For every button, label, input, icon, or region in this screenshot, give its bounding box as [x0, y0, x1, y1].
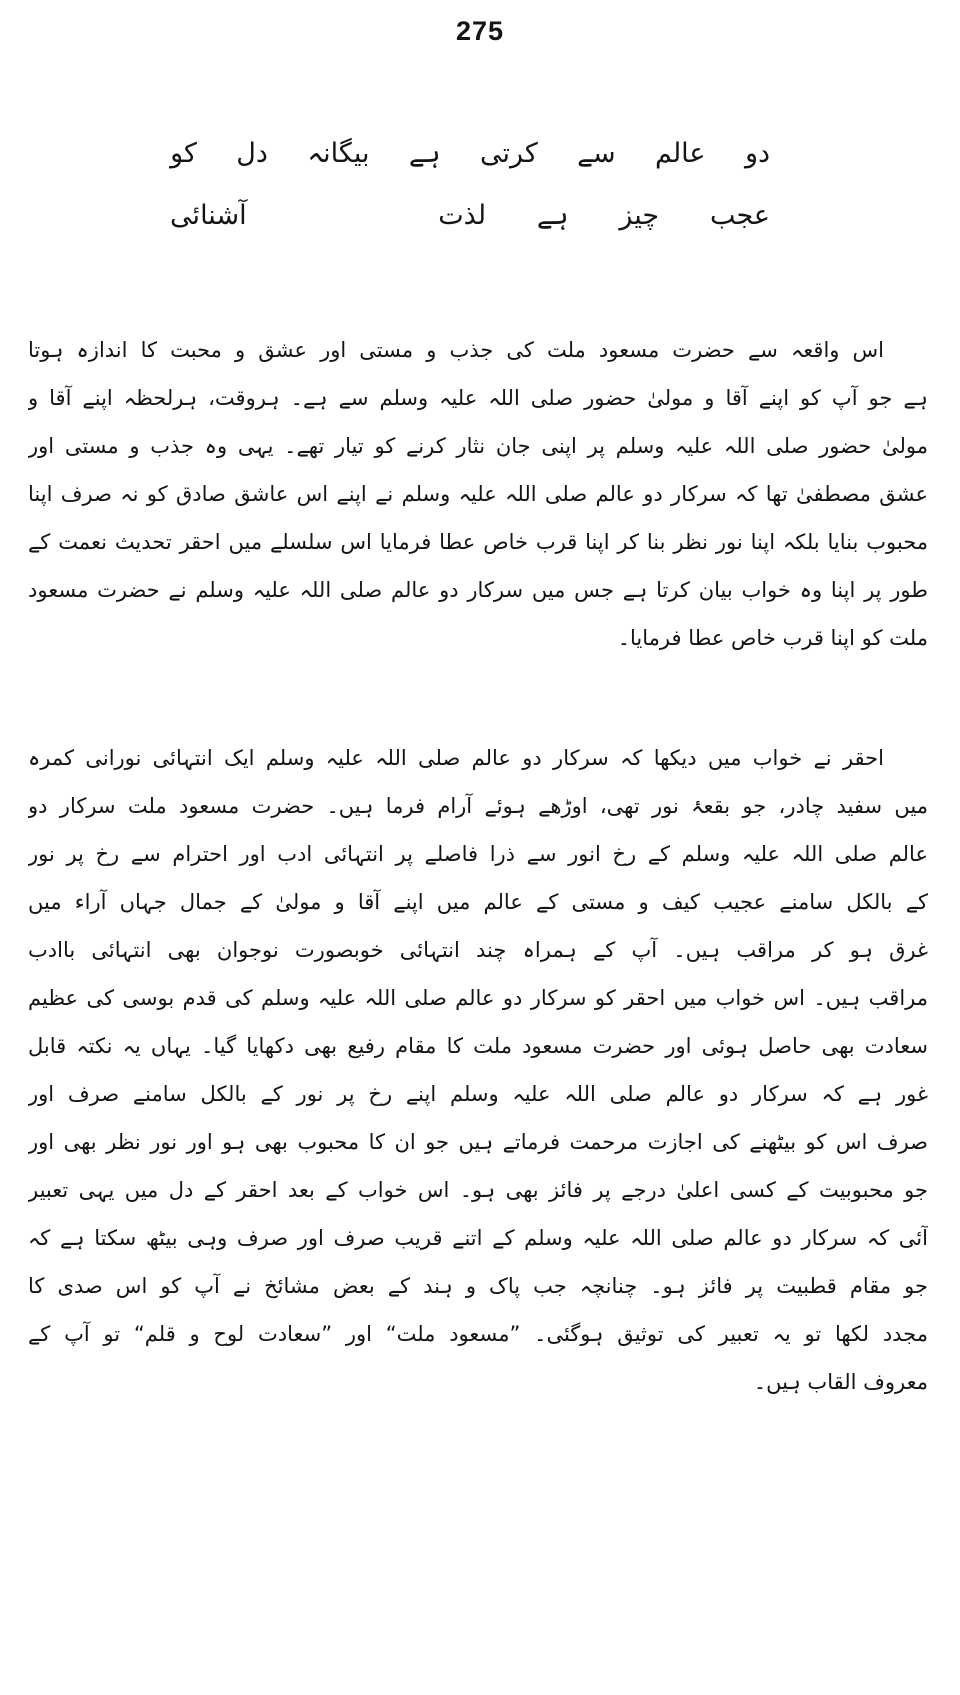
text-line: ملت کو اپنا قرب خاص عطا فرمایا۔	[617, 626, 928, 650]
text-line: محبوب بنایا بلکہ اپنا نور نظر بنا کر اپنا قرب خاص عطا فرمایا اس سلسلے میں احقر تحدیث نعمت کے	[28, 530, 928, 554]
page-number: 275	[455, 16, 505, 46]
text-line: مجدد لکھا تو یہ تعبیر کی توثیق ہوگئی۔ ”مسعود ملت“ اور ”سعادت لوح و قلم“ تو آپ کے	[28, 1322, 928, 1346]
text-line: غور ہے کہ سرکار دو عالم صلی اللہ علیہ وسلم اپنے رخ پر نور کے بالکل سامنے صرف اور	[28, 1082, 928, 1106]
verse-word: چیز	[619, 200, 660, 231]
verse-word: کو	[170, 138, 197, 169]
text-line: ہے جو آپ کو اپنے آقا و مولیٰ حضور صلی اللہ علیہ وسلم سے ہے۔ ہروقت، ہرلحظہ اپنے آقا و	[28, 386, 928, 410]
text-line: آئی کہ سرکار دو عالم صلی اللہ علیہ وسلم کے اتنے قریب صرف اور صرف وہی بیٹھ سکتا ہے کہ	[28, 1226, 928, 1250]
verse-line-2	[170, 200, 770, 231]
verse-word: بیگانہ	[307, 138, 370, 169]
verse-word: کرتی	[479, 138, 538, 169]
text-line: میں سفید چادر، جو بقعۂ نور تھی، اوڑھے ہوئے آرام فرما ہیں۔ حضرت مسعود ملت سرکار دو	[28, 794, 928, 818]
verse-word: ہے	[408, 138, 441, 169]
text-line: احقر نے خواب میں دیکھا کہ سرکار دو عالم صلی اللہ علیہ وسلم ایک انتہائی نورانی کمرہ	[28, 746, 884, 770]
text-line: اس واقعہ سے حضرت مسعود ملت کی جذب و مستی اور عشق و محبت کا اندازہ ہوتا	[28, 338, 884, 362]
text-line: مراقب ہیں۔ اس خواب میں احقر کو سرکار دو عالم صلی اللہ علیہ وسلم کی قدم بوسی کی عظیم	[28, 986, 928, 1010]
verse-word: ہے	[536, 200, 569, 231]
verse-word: عجب	[709, 200, 770, 231]
text-line: جو مقام قطبیت پر فائز ہو۔ چنانچہ جب پاک و ہند کے بعض مشائخ نے آپ کو اس صدی کا	[28, 1274, 928, 1298]
paragraph-1	[28, 326, 928, 662]
text-line: جو محبوبیت کے کسی اعلیٰ درجے پر فائز بھی ہو۔ اس خواب کے بعد احقر کے دل میں یہی تعبیر	[28, 1178, 928, 1202]
text-line: کے بالکل سامنے عجیب کیف و مستی کے عالم میں اپنے آقا و مولیٰ کے جمال جہاں آراء میں	[28, 890, 928, 914]
verse-word: سے	[577, 138, 616, 169]
text-line: عشق مصطفیٰ تھا کہ سرکار دو عالم صلی اللہ علیہ وسلم نے اپنے اس عاشق صادق کو نہ صرف اپنا	[28, 482, 928, 506]
verse-word: عالم	[654, 138, 706, 169]
verse-word: دل	[236, 138, 268, 169]
paragraph-2	[28, 734, 928, 1406]
text-line: معروف القاب ہیں۔	[753, 1370, 928, 1394]
text-line: غرق ہو کر مراقب ہیں۔ آپ کے ہمراہ چند انتہائی خوبصورت نوجوان بھی انتہائی باادب	[28, 938, 928, 962]
text-line: طور پر اپنا وہ خواب بیان کرتا ہے جس میں سرکار دو عالم صلی اللہ علیہ وسلم نے حضرت مسعود	[28, 578, 928, 602]
verse-word: آشنائی	[170, 200, 247, 231]
verse-word: دو	[744, 138, 770, 169]
text-line: صرف اس کو بیٹھنے کی اجازت مرحمت فرماتے ہیں جو ان کا محبوب بھی ہو اور نور نظر بھی اور	[28, 1130, 928, 1154]
text-line: عالم صلی اللہ علیہ وسلم کے رخ انور سے ذرا فاصلے پر انتہائی ادب اور احترام سے رخ پر نور	[28, 842, 928, 866]
verse-word: لذت	[438, 200, 487, 231]
verse-line-1	[170, 138, 770, 169]
text-line: مولیٰ حضور صلی اللہ علیہ وسلم پر اپنی جان نثار کرنے کو تیار تھے۔ یہی وہ جذب و مستی اور	[28, 434, 928, 458]
text-line: سعادت بھی حاصل ہوئی اور حضرت مسعود ملت کا مقام رفیع بھی دکھایا گیا۔ یہاں یہ نکتہ قابل	[28, 1034, 928, 1058]
